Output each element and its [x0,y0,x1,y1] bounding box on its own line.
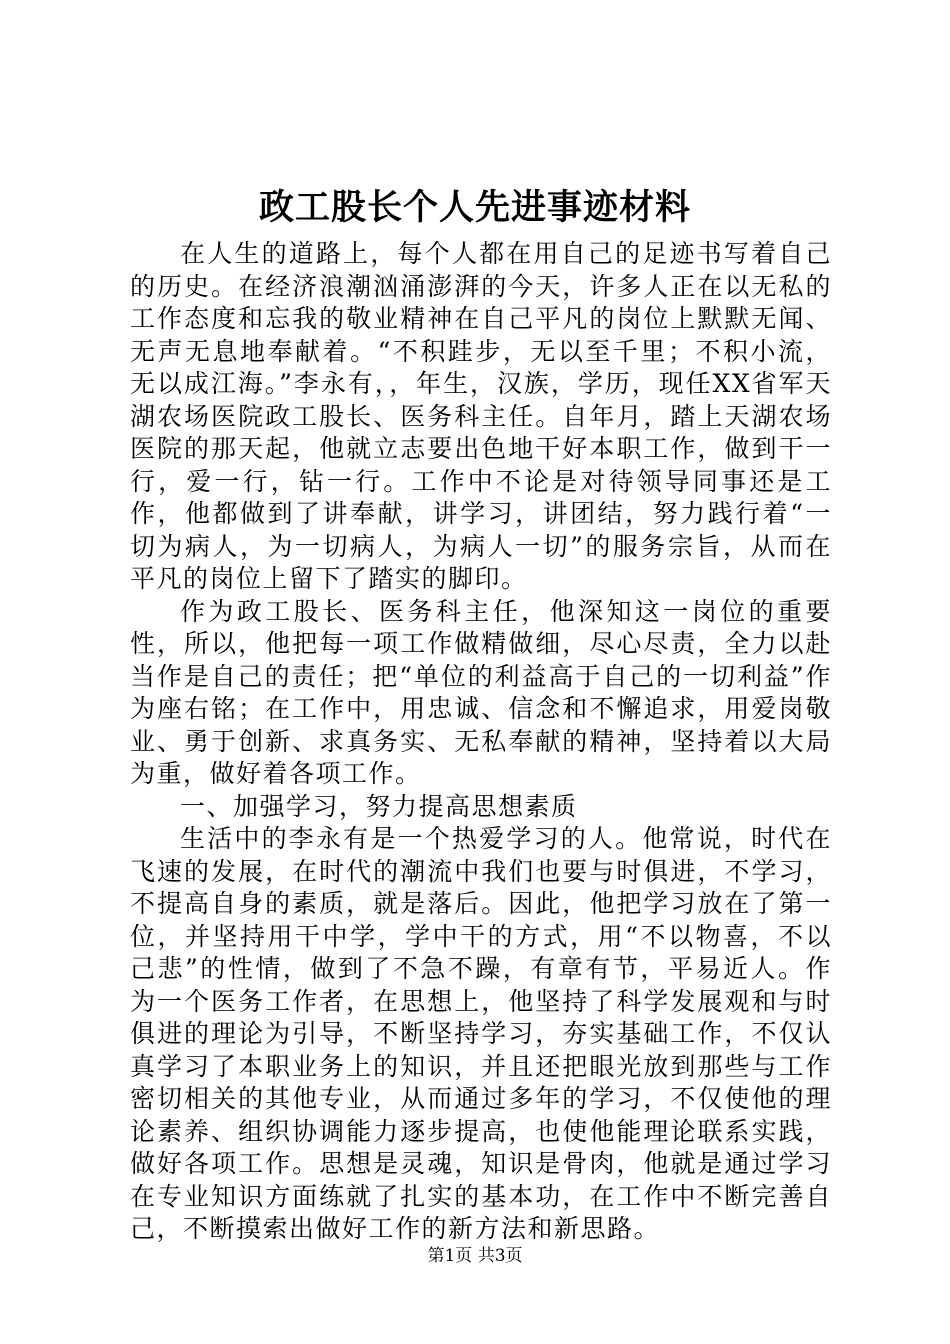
section-heading: 一、加强学习，努力提高思想素质 [180,791,578,821]
role-paragraph: 作为政工股长、医务科主任，他深知这一岗位的重要性，所以，他把每一项工作做精做细，尽心尽责，全力以赴当作是自己的责任；把“单位的利益高于自己的一切利益”作为座右铭；在工作中，用忠诚、信念和不懈追求，用爱岗敬业、勇于创新、求真务实、无私奉献的精神，坚持着以大局为重，做好着各项工作。 [130,596,832,788]
intro-paragraph: 在人生的道路上，每个人都在用自己的足迹书写着自己的历史。在经济浪潮汹涌澎湃的今天，许多人正在以无私的工作态度和忘我的敬业精神在自己平凡的岗位上默默无闻、无声无息地奉献着。“不积跬步，无以至千里；不积小流，无以成江海。”李永有，，年生，汉族，学历，现任XX省军天湖农场医院政工股长、医务科主任。自年月，踏上天湖农场医院的那天起，他就立志要出色地干好本职工作，做到干一行，爱一行，钻一行。工作中不论是对待领导同事还是工作，他都做到了讲奉献，讲学习，讲团结，努力践行着“一切为病人，为一切病人，为病人一切”的服务宗旨，从而在平凡的岗位上留下了踏实的脚印。 [130,239,832,593]
document-title: 政工股长个人先进事迹材料 [258,187,691,228]
page-footer: 第1页 共3页 [427,1246,523,1266]
document-body [130,238,832,1246]
section-paragraph: 生活中的李永有是一个热爱学习的人。他常说，时代在飞速的发展，在时代的潮流中我们也要与时俱进，不学习，不提高自身的素质，就是落后。因此，他把学习放在了第一位，并坚持用干中学，学中干的方式，用“不以物喜，不以己悲”的性情，做到了不急不躁，有章有节，平易近人。作为一个医务工作者，在思想上，他坚持了科学发展观和与时俱进的理论为引导，不断坚持学习，夯实基础工作，不仅认真学习了本职业务上的知识，并且还把眼光放到那些与工作密切相关的其他专业，从而通过多年的学习，不仅使他的理论素养、组织协调能力逐步提高，也使他能理论联系实践，做好各项工作。思想是灵魂，知识是骨肉，他就是通过学习在专业知识方面练就了扎实的基本功，在工作中不断完善自己，不断摸索出做好工作的新方法和新思路。 [130,824,832,1243]
